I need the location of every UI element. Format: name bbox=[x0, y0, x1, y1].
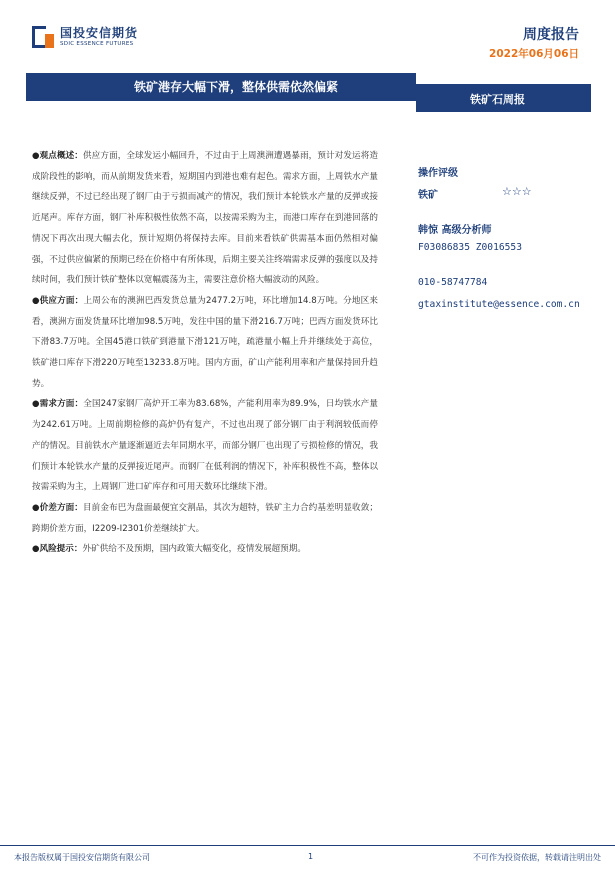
logo-en: SDIC ESSENCE FUTURES bbox=[60, 41, 134, 47]
section-text: 外矿供给不及预期，国内政策大幅变化，疫情发展超预期。 bbox=[82, 544, 306, 555]
report-date: 2022年06月06日 bbox=[489, 48, 579, 60]
section-head: ●价差方面： bbox=[32, 502, 83, 513]
section-spread bbox=[32, 498, 378, 539]
section-supply bbox=[32, 291, 378, 395]
contact-phone: 010-58747784 bbox=[418, 277, 488, 288]
section-head: ●观点概述： bbox=[32, 151, 83, 161]
section-risk bbox=[32, 539, 378, 560]
section-overview bbox=[32, 146, 378, 291]
section-text: 全国247家钢厂高炉开工率为83.68%，产能利用率为89.9%，日均铁水产量为242.61万吨。上周前期检修的高炉仍有复产，不过也出现了部分钢厂由于利润较低而停产的情况。目前铁水产量逐渐逼近去年同期水平，而部分钢厂也出现了亏损检修的情况，我们预计本轮铁水产量的反弹接近尾声。而钢厂在低利润的情况下，补库积极性不高，整体以按需采购为主，上周钢厂进口矿库存和可用天数环比继续下滑。 bbox=[32, 399, 378, 493]
footer-divider bbox=[0, 845, 615, 846]
category-tag bbox=[416, 84, 591, 112]
section-text: 上周公布的澳洲巴西发货总量为2477.2万吨，环比增加14.8万吨。分地区来看，澳洲方面发货量环比增加98.5万吨，发往中国的量下滑216.7万吨；巴西方面发货环比下滑83.7万吨。全国45港口铁矿到港量下滑121万吨，疏港量小幅上升并继续处于高位，铁矿港口库存下滑220万吨至13233.8万吨。国内方面，矿山产能利用率和产量保持回升趋势。 bbox=[32, 295, 378, 389]
footer-disclaimer: 不可作为投资依据，转载请注明出处 bbox=[473, 853, 601, 862]
section-head: ●需求方面： bbox=[32, 399, 84, 410]
report-type: 周度报告 bbox=[523, 27, 579, 43]
page-number: 1 bbox=[308, 852, 314, 861]
title-banner bbox=[26, 73, 416, 101]
rating-product: 铁矿 bbox=[418, 190, 438, 201]
section-text: 供应方面，全球发运小幅回升，不过由于上周澳洲遭遇暴雨，预计对发运将造成阶段性的影响，而从前期发货来看，短期国内到港也难有起色。需求方面，上周铁水产量继续反弹，不过已经出现了钢厂由于亏损而减产的情况，我们预计本轮铁水产量的反弹或接近尾声。库存方面，钢厂补库积极性依然不高，以按需采购为主，而港口库存在到港回落的情况下再次出现大幅去化，预计短期仍将保持去库。目前来看铁矿供需基本面仍然相对偏强，不过供应偏紧的预期已经在价格中有所体现，后期主要关注终端需求反弹的强度以及持续时间，我们预计铁矿整体以宽幅震荡为主，需要注意价格大幅波动的风险。 bbox=[32, 151, 378, 286]
footer-copyright: 本报告版权属于国投安信期货有限公司 bbox=[14, 853, 150, 862]
contact-email[interactable]: gtaxinstitute@essence.com.cn bbox=[418, 299, 580, 310]
rating-label: 操作评级 bbox=[418, 168, 458, 179]
logo-mark-icon bbox=[32, 26, 54, 48]
report-title: 铁矿港存大幅下滑，整体供需依然偏紧 bbox=[134, 80, 339, 94]
analyst-name: 韩惊 高级分析师 bbox=[418, 225, 492, 236]
analyst-license: F03086835 Z0016553 bbox=[418, 242, 522, 253]
report-body bbox=[32, 146, 378, 560]
category-tag-label: 铁矿石周报 bbox=[470, 93, 525, 106]
company-logo bbox=[32, 26, 138, 48]
section-head: ●供应方面： bbox=[32, 295, 84, 306]
rating-stars: ☆☆☆ bbox=[502, 185, 532, 198]
section-text: 目前金布巴为盘面最便宜交割品，其次为超特，铁矿主力合约基差明显收敛；跨期价差方面，I2209-I2301价差继续扩大。 bbox=[32, 502, 378, 534]
section-demand bbox=[32, 394, 378, 498]
section-head: ●风险提示： bbox=[32, 544, 83, 555]
logo-cn: 国投安信期货 bbox=[60, 26, 139, 40]
logo-text bbox=[60, 26, 138, 48]
